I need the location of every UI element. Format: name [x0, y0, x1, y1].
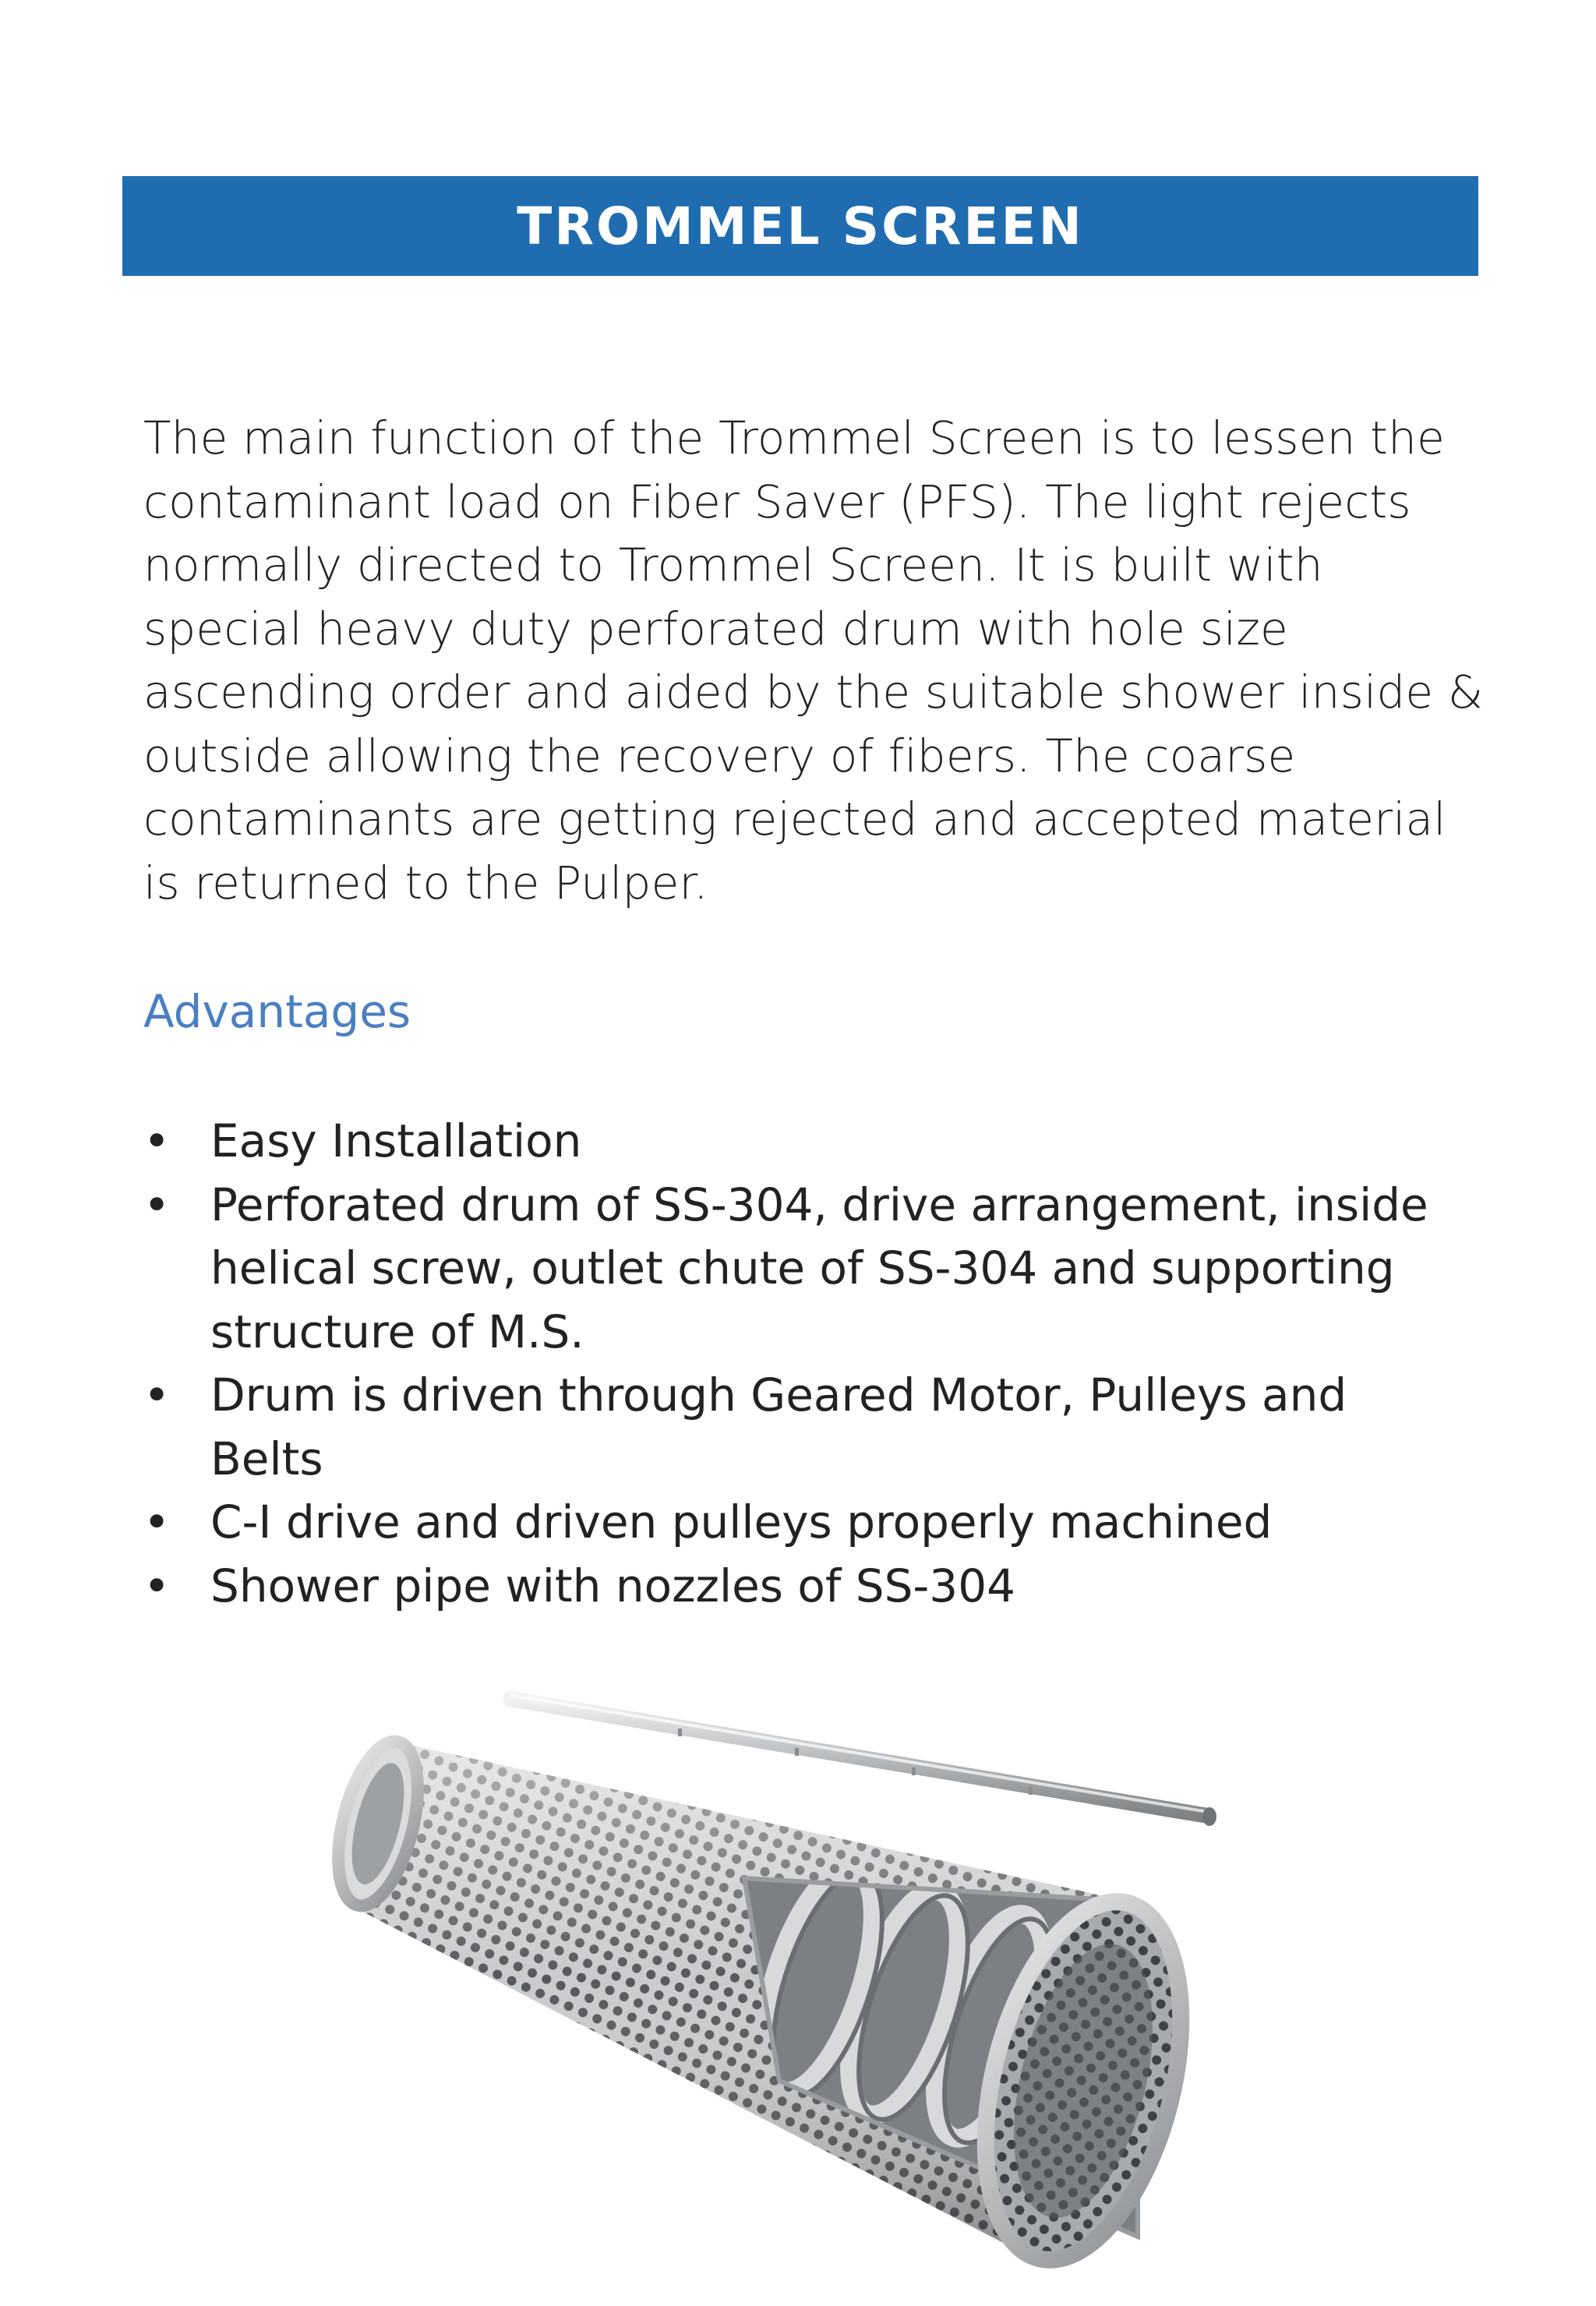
bullet-icon: •: [143, 1114, 171, 1167]
bullet-icon: •: [143, 1368, 171, 1421]
perforated-drum: [323, 1733, 1214, 2280]
advantages-heading: Advantages: [143, 985, 411, 1038]
trommel-drum-illustration: [312, 1644, 1387, 2283]
list-item: [143, 1555, 1468, 1619]
bullet-icon: •: [143, 1496, 171, 1549]
bullet-icon: •: [143, 1559, 171, 1612]
advantages-list: [143, 1110, 1468, 1618]
list-item: [143, 1491, 1468, 1555]
list-item: [143, 1110, 1468, 1174]
list-item: [143, 1364, 1468, 1491]
page-title: TROMMEL SCREEN: [517, 196, 1084, 256]
intro-paragraph: The main function of the Trommel Screen is to lessen the contaminant load on Fiber Saver (PFS). The light rejects normally directed to Trommel Screen. It is built with special heavy duty perforated drum with hole size ascending order and aided by the suitable shower inside & outside allowing the recovery of fibers. The coarse contaminants are getting rejected and accepted material is returned to the Pulper.: [143, 411, 1484, 909]
list-item-text: Easy Installation: [210, 1114, 582, 1167]
list-item: [143, 1174, 1468, 1365]
list-item-text: Perforated drum of SS-304, drive arrangement, inside helical screw, outlet chute of SS-304 and supporting structure of M.S.: [210, 1178, 1428, 1358]
title-banner: [122, 176, 1478, 276]
list-item-text: Drum is driven through Geared Motor, Pulleys and Belts: [210, 1368, 1347, 1485]
list-item-text: Shower pipe with nozzles of SS-304: [210, 1559, 1016, 1612]
bullet-icon: •: [143, 1178, 171, 1231]
list-item-text: C-I drive and driven pulleys properly machined: [210, 1496, 1273, 1549]
